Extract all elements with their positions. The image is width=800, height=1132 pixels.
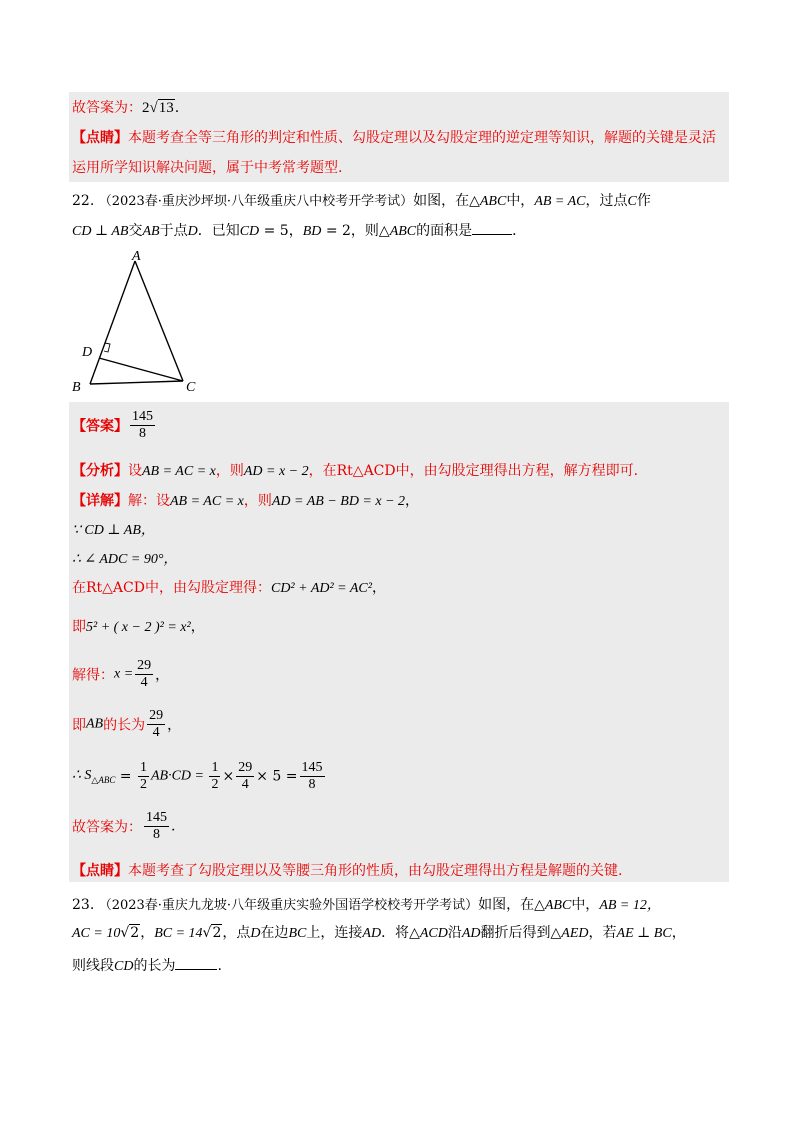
q22-tip: 【点睛】本题考查了勾股定理以及等腰三角形的性质，由勾股定理得出方程是解题的关键. bbox=[72, 863, 623, 879]
prev-tip-line2: 运用所学知识解决问题，属于中考常考题型. bbox=[72, 160, 343, 176]
q22-line1: 22. （2023春·重庆沙坪坝·八年级重庆八中校考开学考试）如图，在△ABC中，AB = AC，过点C作 bbox=[72, 193, 651, 209]
answer-blank bbox=[175, 969, 217, 970]
q22-ab-length: 即AB的长为 $\frac{29}{4}$ ， bbox=[72, 708, 182, 741]
q22-pythagoras: 在Rt△ACD中，由勾股定理得：CD² + AD² = AC²， bbox=[72, 580, 386, 596]
prev-answer-line: 故答案为：2√13. bbox=[72, 100, 180, 116]
q22-analysis: 【分析】设AB = AC = x，则AD = x − 2，在Rt△ACD中，由勾股定理得出方程，解方程即可. bbox=[72, 463, 639, 479]
answer-prefix: 故答案为： bbox=[72, 100, 142, 116]
tip-tag: 【点睛】 bbox=[72, 130, 128, 146]
q22-source: （2023春·重庆沙坪坝·八年级重庆八中校考开学考试） bbox=[98, 194, 414, 209]
answer-value: 2√13 bbox=[142, 100, 174, 116]
q22-area: ∴ $S_{\triangle ABC}$ = $\frac{1}{2}$ AB·CD = $\frac{1}{2}$ × $\frac{29}{4}$ × 5 = $\frac{145}{8}$ bbox=[72, 760, 323, 793]
q22-equation: 即5² + ( x − 2 )² = x²， bbox=[72, 619, 205, 635]
side-bc bbox=[90, 381, 183, 384]
q22-final: 故答案为： $\frac{145}{8}$ . bbox=[72, 810, 176, 843]
q23-line3: 则线段CD的长为 . bbox=[72, 958, 222, 974]
q22-solve: 解得：x = $\frac{29}{4}$ ， bbox=[72, 658, 170, 691]
q22-because: ∵ CD ⊥ AB， bbox=[72, 523, 155, 538]
q22-detail: 【详解】解：设AB = AC = x，则AD = AB − BD = x − 2， bbox=[72, 493, 420, 509]
q22-number: 22. bbox=[72, 193, 95, 209]
label-b: B bbox=[72, 380, 81, 395]
triangle-figure bbox=[70, 248, 210, 398]
q22-line2: CD ⊥ AB交AB于点D．已知CD = 5，BD = 2，则△ABC的面积是 ． bbox=[72, 223, 527, 239]
label-d: D bbox=[82, 345, 93, 360]
q23-line2: AC = 10√2，BC = 14√2，点D在边BC上，连接AD．将△ACD沿AD翻折后得到△AED，若AE ⊥ BC， bbox=[72, 925, 686, 941]
answer-blank bbox=[472, 234, 512, 235]
q22-answer: 【答案】 $\frac{145}{8}$ bbox=[72, 409, 153, 442]
segment-cd bbox=[99, 358, 183, 381]
label-c: C bbox=[186, 380, 196, 395]
q22-therefore: ∴ ∠ ADC = 90°， bbox=[72, 552, 178, 567]
label-a: A bbox=[132, 249, 141, 264]
q23-line1: 23. （2023春·重庆九龙坡·八年级重庆实验外国语学校校考开学考试）如图，在△ABC中，AB = 12， bbox=[72, 897, 661, 913]
prev-tip-line1: 【点睛】本题考查全等三角形的判定和性质、勾股定理以及勾股定理的逆定理等知识，解题的关键是灵活 bbox=[72, 130, 716, 146]
side-ac bbox=[135, 261, 183, 381]
